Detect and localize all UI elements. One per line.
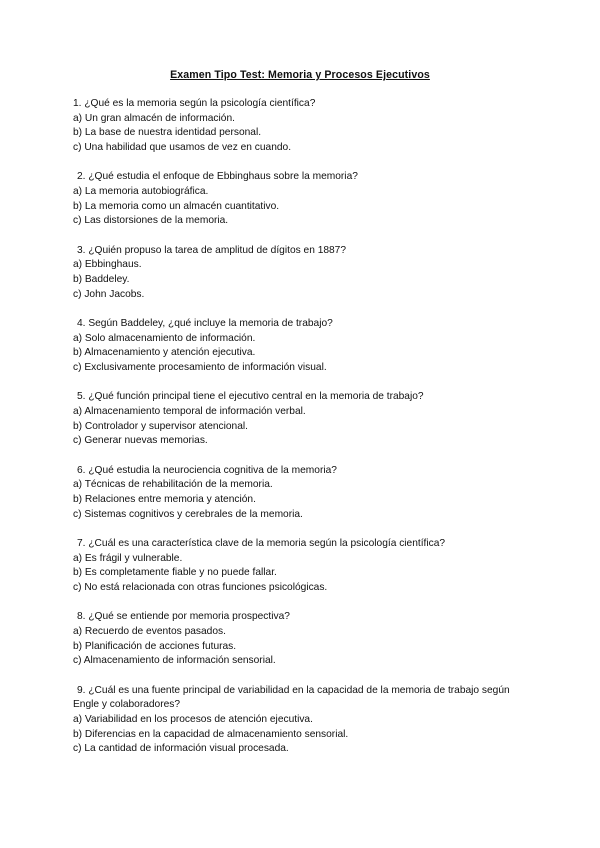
answer-option-c: c) Una habilidad que usamos de vez en cuando. [73, 142, 292, 154]
question-prompt: 5. ¿Qué función principal tiene el ejecutivo central en la memoria de trabajo? [77, 391, 424, 403]
answer-option-c: c) Almacenamiento de información sensorial. [73, 655, 276, 667]
question-5 [73, 390, 533, 449]
answer-option-b: b) Diferencias en la capacidad de almacenamiento sensorial. [73, 728, 349, 740]
answer-option-b: b) Baddeley. [73, 274, 130, 286]
question-6 [73, 464, 533, 523]
answer-option-b: b) Planificación de acciones futuras. [73, 640, 237, 652]
question-4 [73, 317, 533, 376]
question-list [73, 97, 533, 772]
question-1 [73, 97, 533, 156]
answer-option-b: b) Relaciones entre memoria y atención. [73, 493, 256, 505]
answer-option-a: a) Solo almacenamiento de información. [73, 332, 256, 344]
question-7 [73, 537, 533, 596]
answer-option-c: c) No está relacionada con otras funciones psicológicas. [73, 581, 328, 593]
question-prompt: 3. ¿Quién propuso la tarea de amplitud de dígitos en 1887? [77, 244, 347, 256]
answer-option-a: a) Variabilidad en los procesos de atención ejecutiva. [73, 713, 313, 725]
answer-option-c: c) John Jacobs. [73, 288, 145, 300]
question-9 [73, 684, 533, 758]
answer-option-c: c) Exclusivamente procesamiento de información visual. [73, 362, 327, 374]
question-8 [73, 610, 533, 669]
answer-option-c: c) La cantidad de información visual procesada. [73, 743, 289, 755]
answer-option-b: b) La memoria como un almacén cuantitativo. [73, 200, 280, 212]
answer-option-a: a) Un gran almacén de información. [73, 112, 235, 124]
answer-option-c: c) Sistemas cognitivos y cerebrales de la memoria. [73, 508, 303, 520]
answer-option-b: b) Controlador y supervisor atencional. [73, 420, 248, 432]
answer-option-a: a) Técnicas de rehabilitación de la memoria. [73, 479, 273, 491]
answer-option-a: a) La memoria autobiográfica. [73, 186, 209, 198]
answer-option-a: a) Ebbinghaus. [73, 259, 142, 271]
answer-option-a: a) Almacenamiento temporal de información verbal. [73, 405, 306, 417]
answer-option-c: c) Generar nuevas memorias. [73, 435, 208, 447]
answer-option-b: b) La base de nuestra identidad personal. [73, 127, 262, 139]
answer-option-a: a) Es frágil y vulnerable. [73, 552, 183, 564]
page-title: Examen Tipo Test: Memoria y Procesos Ejecutivos [170, 69, 430, 81]
question-prompt: 2. ¿Qué estudia el enfoque de Ebbinghaus sobre la memoria? [77, 171, 358, 183]
question-prompt: 9. ¿Cuál es una fuente principal de variabilidad en la capacidad de la memoria de trabajo según Engle y colaboradores? [73, 684, 510, 711]
question-prompt: 8. ¿Qué se entiende por memoria prospectiva? [77, 611, 290, 623]
answer-option-c: c) Las distorsiones de la memoria. [73, 215, 229, 227]
question-prompt: 7. ¿Cuál es una característica clave de la memoria según la psicología científica? [77, 537, 446, 549]
answer-option-b: b) Es completamente fiable y no puede fallar. [73, 567, 277, 579]
question-prompt: 4. Según Baddeley, ¿qué incluye la memoria de trabajo? [77, 317, 333, 329]
question-prompt: 6. ¿Qué estudia la neurociencia cognitiva de la memoria? [77, 464, 337, 476]
question-prompt: 1. ¿Qué es la memoria según la psicología científica? [73, 98, 316, 109]
answer-option-a: a) Recuerdo de eventos pasados. [73, 625, 226, 637]
question-3 [73, 244, 533, 303]
question-2 [73, 170, 533, 229]
answer-option-b: b) Almacenamiento y atención ejecutiva. [73, 347, 256, 359]
